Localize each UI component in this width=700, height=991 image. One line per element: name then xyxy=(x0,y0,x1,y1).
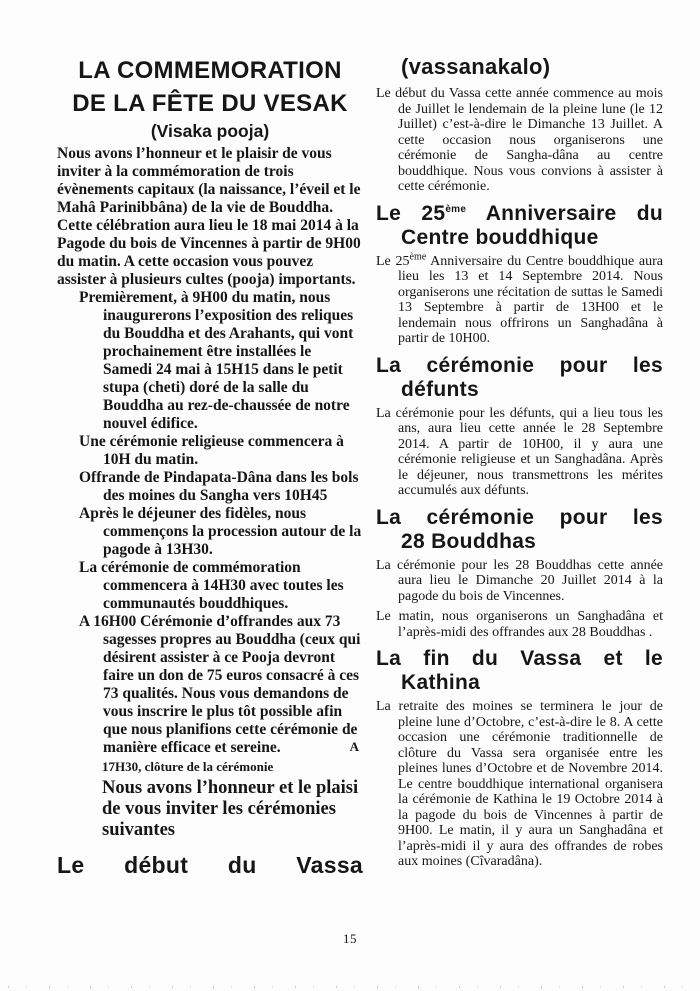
heading-text: Le 25 xyxy=(376,201,446,225)
heading-defunts-line1: La cérémonie pour les xyxy=(376,353,663,377)
heading-defunts xyxy=(376,354,663,402)
heading-vassanakalo: (vassanakalo) xyxy=(401,54,551,79)
page-number: 15 xyxy=(343,931,357,946)
heading-text: Anniversaire du xyxy=(466,201,664,225)
ordinal-superscript: ème xyxy=(409,250,427,262)
heading-kathina-line2: Kathina xyxy=(401,671,481,694)
heading-28-bouddhas-line2: 28 Bouddhas xyxy=(401,529,537,553)
ordinal-superscript: ème xyxy=(445,203,467,215)
stray-annotation-mark: A xyxy=(349,739,359,754)
paragraph-28-bouddhas-2: Le matin, nous organiserons un Sanghadâna et l’après-midi des offrandes aux 28 Bouddhas . xyxy=(376,609,663,640)
heading-kathina xyxy=(376,647,663,695)
heading-anniversaire xyxy=(376,202,663,250)
closing-paragraph: Nous avons l’honneur et le plaisi de vous inviter les cérémonies suivantes xyxy=(102,778,359,840)
scan-noise-edge xyxy=(8,986,692,988)
article-subtitle: (Visaka pooja) xyxy=(150,121,270,141)
schedule-item-text: A 16H00 Cérémonie d’offrandes aux 73 sagesses propres au Bouddha (ceux qui désirent assister à ce Pooja devront faire un don de 75 euros consacré à ces 73 qualités. Nous vous demandons de vous inscrire le plus tôt possible afin que nous planifions cette cérémonie de manière efficace et sereine. xyxy=(79,613,361,756)
article-title-line2: DE LA FÊTE DU VESAK xyxy=(72,90,348,117)
closing-time-line: 17H30, clôture de la cérémonie xyxy=(102,759,274,774)
heading-28-bouddhas-line1: La cérémonie pour les xyxy=(376,505,663,529)
left-column xyxy=(57,54,363,880)
paragraph-text: Anniversaire du Centre bouddhique aura lieu les 13 et 14 Septembre 2014. Nous organiserons une récitation de suttas le Samedi 13 Septembre à partir de 13H00 et le lendemain nous offrirons un Sanghadâna à partir de 10H00. xyxy=(398,253,664,346)
schedule-item: La cérémonie de commémoration commencera à 14H30 avec toutes les communautés bouddhiques. xyxy=(79,559,344,612)
schedule-item: Après le déjeuner des fidèles, nous commençons la procession autour de la pagode à 13H30. xyxy=(79,505,362,558)
paragraph-anniversaire xyxy=(376,250,664,347)
paragraph-text: Le 25 xyxy=(376,253,410,269)
article-title-line1: LA COMMEMORATION xyxy=(78,57,342,84)
two-column-layout xyxy=(57,54,663,880)
schedule-item xyxy=(57,613,363,757)
schedule-item: Premièrement, à 9H00 du matin, nous inaugurerons l’exposition des reliques du Bouddha et des Arahants, qui vont prochainement être installées le Samedi 24 mai à 15H15 dans le petit stupa (cheti) doré de la salle du Bouddha au rez-de-chaussée de notre nouvel édifice. xyxy=(79,289,354,432)
schedule-item: Une cérémonie religieuse commencera à 10H du matin. xyxy=(79,433,344,468)
paragraph-defunts: La cérémonie pour les défunts, qui a lieu tous les ans, aura lieu cette année le 28 Septembre 2014. A partir de 10H00, il y aura une cérémonie religieuse et un Sanghadâna. Après le déjeuner, nous transmettrons les mérites accumulés aux défunts. xyxy=(376,405,663,498)
heading-defunts-line2: défunts xyxy=(401,377,479,401)
heading-debut-vassa: Le début du Vassa xyxy=(57,852,363,878)
article-title xyxy=(57,54,363,120)
heading-28-bouddhas xyxy=(376,506,663,554)
intro-paragraph: Nous avons l’honneur et le plaisir de vous inviter à la commémoration de trois évènements capitaux (la naissance, l’éveil et le Mahâ Parinibbâna) de la vie de Bouddha. Cette célébration aura lieu le 18 mai 2014 à la Pagode du bois de Vincennes à partir de 9H00 du matin. A cette occasion vous pouvez assister à plusieurs cultes (pooja) importants. xyxy=(57,145,361,288)
paragraph-28-bouddhas-1: La cérémonie pour les 28 Bouddhas cette année aura lieu le Dimanche 20 Juillet 2014 à la pagode du bois de Vincennes. xyxy=(376,557,663,604)
right-column xyxy=(376,54,663,880)
heading-anniversaire-line2: Centre bouddhique xyxy=(401,225,599,249)
schedule-item: Offrande de Pindapata-Dâna dans les bols des moines du Sangha vers 10H45 xyxy=(79,469,359,504)
heading-anniversaire-line1 xyxy=(376,202,663,226)
paragraph-kathina: La retraite des moines se terminera le jour de pleine lune d’Octobre, c’est-à-dire le 8. A cette occasion une cérémonie traditionnelle de clôture du Vassa sera organisée entre les pleines lunes d’Octobre et de Novembre 2014. Le centre bouddhique international organisera la cérémonie de Kathina le 19 Octobre 2014 à la pagode du bois de Vincennes à partir de 9H00. Le matin, il y aura un Sanghadâna et l’après-midi il y aura des offrandes de robes aux moines (Cîvaradâna). xyxy=(376,699,663,869)
heading-kathina-line1: La fin du Vassa et le xyxy=(376,647,663,670)
paragraph-vassa-debut: Le début du Vassa cette année commence au mois de Juillet le lendemain de la pleine lune (le 12 Juillet) c’est-à-dire le Dimanche 13 Juillet. A cette occasion nous organiserons une cérémonie de Sangha-dâna au centre bouddhique. Nous vous convions à assister à cette cérémonie. xyxy=(376,86,663,194)
